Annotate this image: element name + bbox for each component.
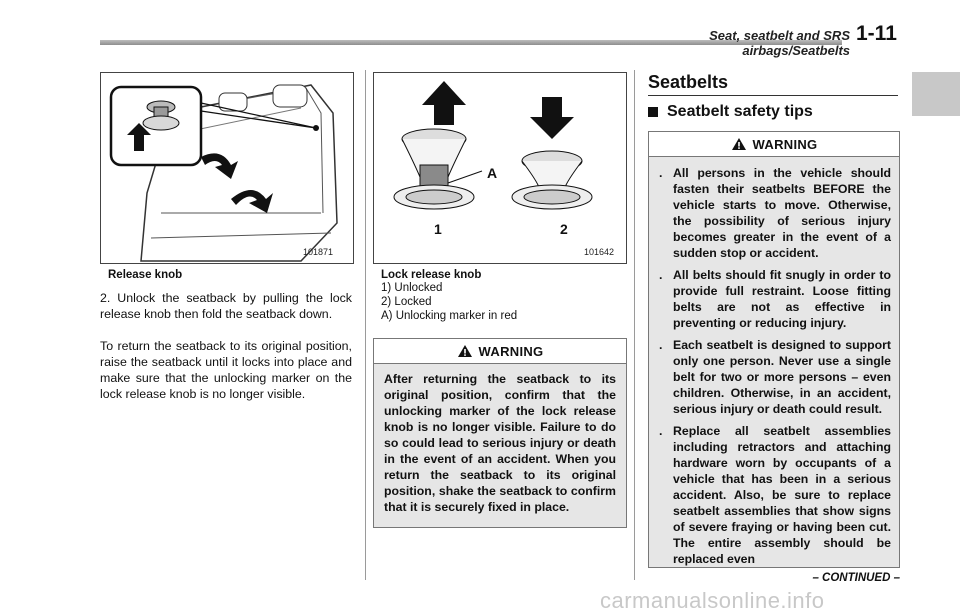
body-paragraph: To return the seatback to its original position, raise the seatback until it locks into place and make sure that the unlocking marker on the lock release knob is no longer visible. <box>100 339 352 401</box>
list-item: . Each seatbelt is designed to support only one person. Never use a single belt for two or more persons – even children. Otherwise, in an accident, serious injury or death could result. <box>659 338 891 416</box>
figure-id: 101871 <box>303 247 334 257</box>
list-item: . All persons in the vehicle should fasten their seatbelts BEFORE the vehicle starts to move. Otherwise, the possibility of serious injury becomes greater in the event of a sudden stop or accident. <box>659 166 891 260</box>
continued-marker: – CONTINUED – <box>812 572 900 584</box>
knob-illustration <box>374 73 626 263</box>
marker-label-a: A <box>487 165 498 181</box>
warning-heading: WARNING <box>374 339 626 364</box>
caption-item: 1) Unlocked <box>381 282 443 294</box>
warning-box <box>373 338 627 528</box>
chapter-tab <box>912 72 960 116</box>
square-bullet-icon <box>648 107 658 117</box>
section-title: Seatbelts <box>648 72 729 92</box>
release-knob-figure <box>100 72 354 264</box>
section-rule <box>648 95 898 96</box>
label-unlocked: 1 <box>434 221 442 237</box>
running-header-title: Seat, seatbelt and SRS airbags/Seatbelts <box>709 28 850 58</box>
column-divider <box>634 70 635 580</box>
caption-item: 2) Locked <box>381 296 432 308</box>
step-text: 2. Unlock the seatback by pulling the lock release knob then fold the seatback down. <box>100 291 352 321</box>
lock-release-knob-figure <box>373 72 627 264</box>
warning-content <box>649 157 899 567</box>
warning-list <box>655 165 891 567</box>
warning-heading: WARNING <box>649 132 899 157</box>
seat-illustration <box>101 73 353 263</box>
figure-id: 101642 <box>584 247 615 257</box>
list-item: . Replace all seatbelt assemblies including retractors and attaching hardware worn by occupants of a vehicle that has been in a serious accident. Also, be sure to replace seatbelt assemblies that show signs of severe fraying or having been cut. The entire assembly should be replaced even <box>659 424 891 566</box>
seatbelt-warning-box <box>648 131 900 568</box>
subsection-title: Seatbelt safety tips <box>648 103 813 121</box>
caption-item: A) Unlocking marker in red <box>381 310 518 322</box>
label-locked: 2 <box>560 221 568 237</box>
figure-caption: Lock release knob <box>381 269 482 281</box>
warning-triangle-icon <box>457 344 473 358</box>
column-divider <box>365 70 366 580</box>
watermark: carmanualsonline.info <box>600 588 825 613</box>
page-number: 1-11 <box>856 22 897 45</box>
list-item: . All belts should fit snugly in order to provide full restraint. Loose fitting belts are not as effective in preventing or reducing injury. <box>659 268 891 330</box>
warning-triangle-icon <box>731 137 747 151</box>
warning-text: After returning the seatback to its original position, confirm that the unlocking marker of the lock release knob is no longer visible. Failure to do so could lead to serious injury or death in the event of an accident. When you return the seatback to its original position, shake the seatback to confirm that it is securely fixed in place. <box>384 372 616 514</box>
figure-caption: Release knob <box>108 269 183 281</box>
